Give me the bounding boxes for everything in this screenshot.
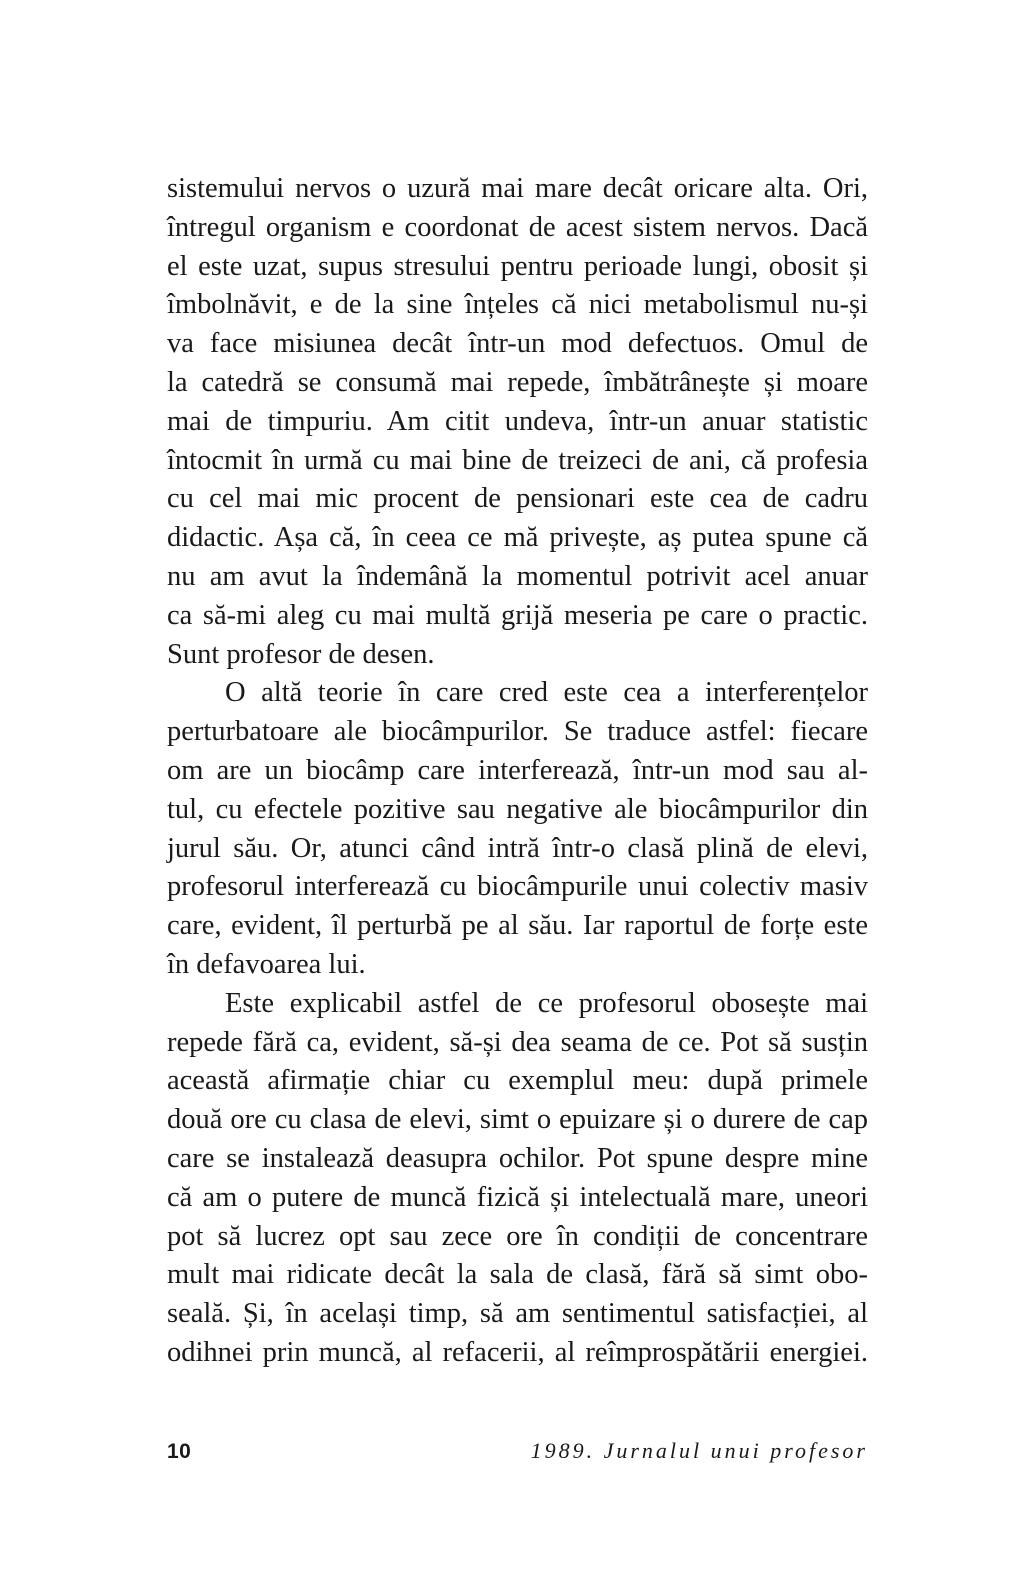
text-line: Sunt profesor de desen. bbox=[167, 638, 435, 670]
text-line: repede fără ca, evident, să-și dea seama de ce. Pot să susțin bbox=[167, 1026, 868, 1058]
text-line: seală. Și, în același timp, să am sentimentul satisfacției, al bbox=[167, 1298, 868, 1330]
page-number: 10 bbox=[167, 1440, 192, 1463]
text-line: această afirmație chiar cu exemplul meu: după primele bbox=[167, 1065, 868, 1097]
text-line: odihnei prin muncă, al refacerii, al reîmprospătării energiei. bbox=[167, 1336, 868, 1368]
text-line: tul, cu efectele pozitive sau negative ale biocâmpurilor din bbox=[167, 793, 868, 825]
text-line: două ore cu clasa de elevi, simt o epuizare și o durere de cap bbox=[167, 1104, 868, 1136]
text-line: jurul său. Or, atunci când intră într-o clasă plină de elevi, bbox=[167, 832, 868, 864]
text-line: în defavoarea lui. bbox=[167, 948, 366, 980]
text-line: om are un biocâmp care interferează, într-un mod sau al- bbox=[167, 754, 868, 786]
text-line: mult mai ridicate decât la sala de clasă, fără să simt obo- bbox=[167, 1259, 868, 1291]
running-title: 1989. Jurnalul unui profesor bbox=[530, 1438, 868, 1463]
text-line: întregul organism e coordonat de acest sistem nervos. Dacă bbox=[167, 211, 868, 243]
text-line: cu cel mai mic procent de pensionari este cea de cadru bbox=[167, 483, 868, 515]
text-line: ca să-mi aleg cu mai multă grijă meseria pe care o practic. bbox=[167, 599, 868, 631]
text-line: perturbatoare ale biocâmpurilor. Se traduce astfel: fiecare bbox=[167, 716, 868, 748]
text-line: mai de timpuriu. Am citit undeva, într-un anuar statistic bbox=[167, 405, 868, 437]
text-line: sistemului nervos o uzură mai mare decât oricare alta. Ori, bbox=[167, 173, 868, 204]
text-line: didactic. Așa că, în ceea ce mă privește, aș putea spune că bbox=[167, 522, 868, 554]
text-line: care se instalează deasupra ochilor. Pot spune despre mine bbox=[167, 1142, 868, 1174]
text-line: la catedră se consumă mai repede, îmbătrânește și moare bbox=[167, 366, 868, 398]
text-line: nu am avut la îndemână la momentul potrivit acel anuar bbox=[167, 560, 868, 592]
page-footer bbox=[167, 1436, 868, 1476]
text-line: întocmit în urmă cu mai bine de treizeci de ani, că profesia bbox=[167, 444, 868, 476]
paragraph-first-line: Este explicabil astfel de ce profesorul obosește mai bbox=[225, 987, 868, 1019]
text-line: care, evident, îl perturbă pe al său. Iar raportul de forțe este bbox=[167, 910, 868, 942]
text-line: că am o putere de muncă fizică și intelectuală mare, uneori bbox=[167, 1181, 868, 1213]
text-line: va face misiunea decât într-un mod defectuos. Omul de bbox=[167, 328, 868, 360]
body-text bbox=[167, 170, 868, 1373]
text-line: îmbolnăvit, e de la sine înțeles că nici metabolismul nu-și bbox=[167, 289, 868, 321]
text-line: pot să lucrez opt sau zece ore în condiții de concentrare bbox=[167, 1220, 868, 1252]
paragraph-first-line: O altă teorie în care cred este cea a interferențelor bbox=[225, 677, 868, 709]
text-line: el este uzat, supus stresului pentru perioade lungi, obosit și bbox=[167, 250, 868, 282]
text-line: profesorul interferează cu biocâmpurile unui colectiv masiv bbox=[167, 871, 868, 903]
